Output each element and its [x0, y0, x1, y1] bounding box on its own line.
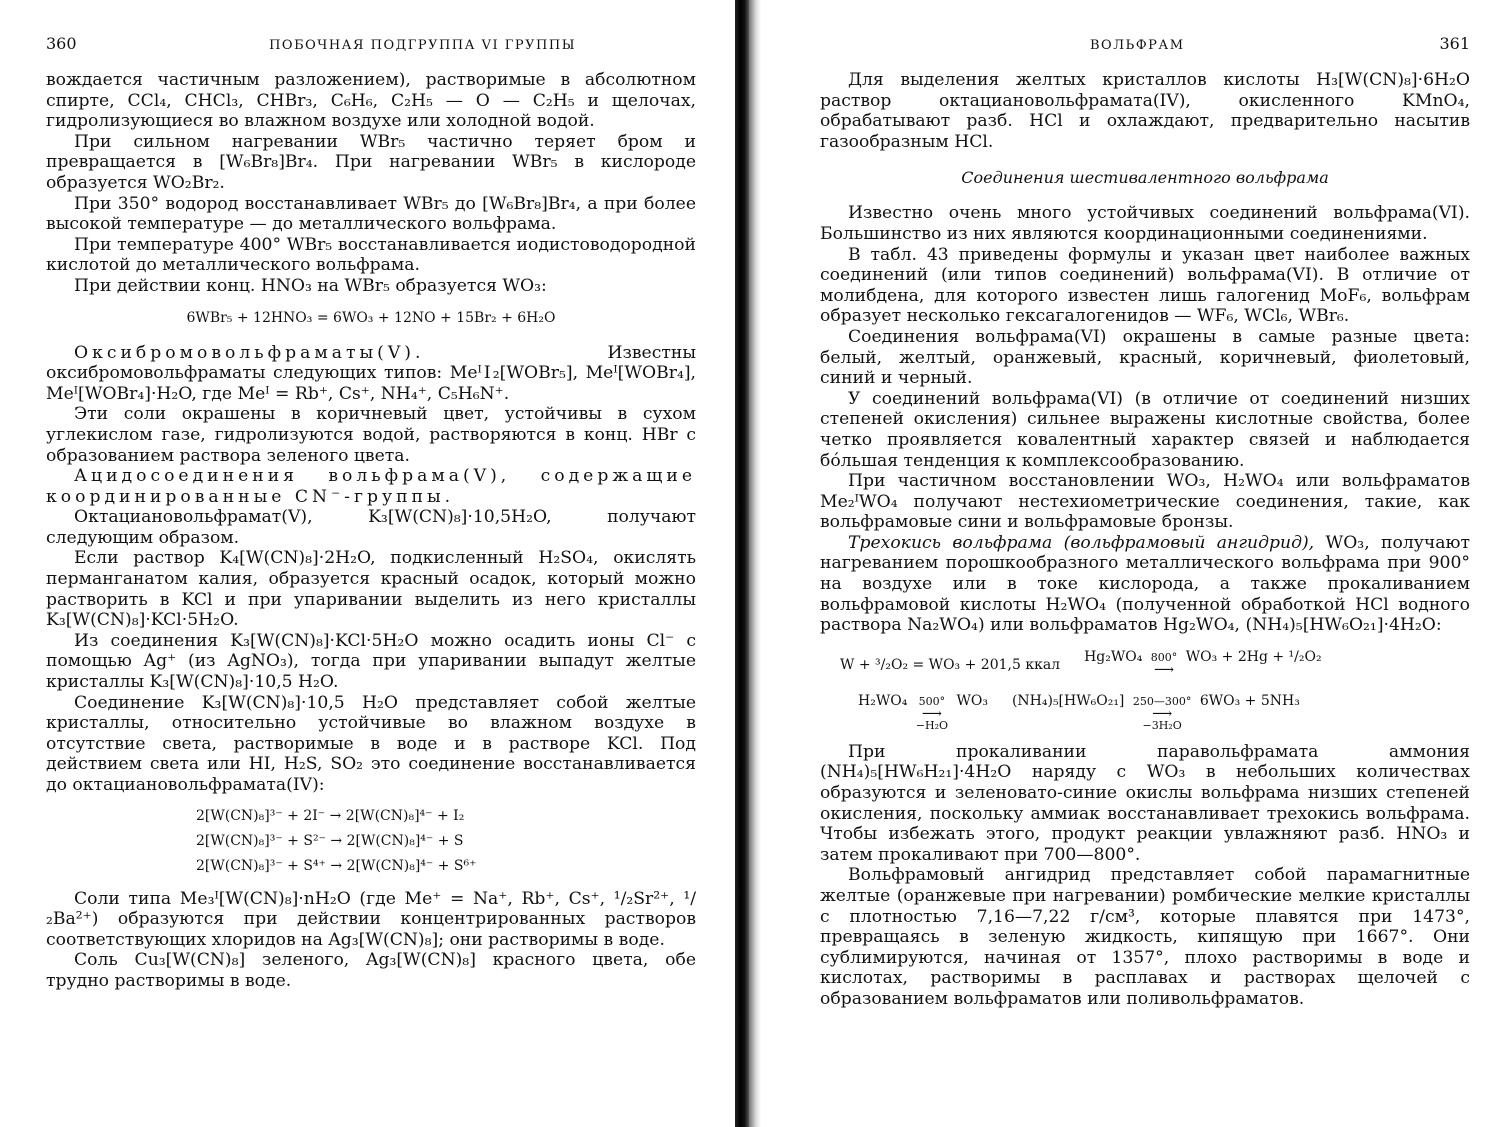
paragraph: Из соединения K₃[W(CN)₈]·KCl·5H₂O можно осадить ионы Cl⁻ с помощью Ag⁺ (из AgNO₃), тогда при упаривании выпадут желтые кристаллы K₃[W(CN)₈]·10,5 H₂O.	[46, 630, 696, 693]
product: WO₃ + 2Hg + ¹/₂O₂	[1185, 648, 1322, 665]
section-title: Соединения шестивалентного вольфрама	[961, 168, 1329, 188]
arrow-condition: −H₂O	[915, 718, 949, 732]
paragraph: Вольфрамовый ангидрид представляет собой парамагнитные желтые (оранжевые при нагревании) ромбические мелкие кристаллы с плотностью 7,16—7,22 г/см³, которые плавятся при 1473°, превращаясь в зеленую жидкость, кипящую при 1667°. Они сублимируются, начиная от 1357°, плохо растворимы в воде и кислотах, растворимы в расплавах и растворах щелочей с образованием вольфраматов или поливольфраматов.	[820, 865, 1470, 1009]
page-number: 361	[1439, 34, 1470, 53]
reaction	[858, 688, 988, 732]
paragraph: Известно очень много устойчивых соединений вольфрама(VI). Большинство из них являются координационными соединениями.	[820, 203, 1470, 244]
reactant: Hg₂WO₄	[1084, 648, 1143, 665]
right-page-header	[820, 34, 1470, 54]
reaction-arrow	[1133, 696, 1192, 732]
arrow-icon: ⟶	[921, 705, 942, 722]
arrow-condition: 250—300°	[1132, 694, 1192, 708]
paragraph: Соединения вольфрама(VI) окрашены в самые разные цвета: белый, желтый, оранжевый, красный, коричневый, фиолетовый, синий и черный.	[820, 326, 1470, 389]
reaction-block	[840, 644, 1470, 732]
paragraph: Для выделения желтых кристаллов кислоты H₃[W(CN)₈]·6H₂O раствор октациановольфрамата(IV), окисленного KMnO₄, обрабатывают разб. HCl и охлаждают, предварительно насытив газообразным HCl.	[820, 70, 1470, 152]
reaction-list	[46, 804, 696, 879]
reaction: 2[W(CN)₈]³⁻ + S⁴⁺ → 2[W(CN)₈]⁴⁻ + S⁶⁺	[196, 857, 477, 874]
arrow-condition: 500°	[918, 694, 946, 708]
paragraph: Соли типа Me₃ᴵ[W(CN)₈]·nH₂O (где Me⁺ = Na⁺, Rb⁺, Cs⁺, ¹/₂Sr²⁺, ¹/₂Ba²⁺) образуются при действии концентрированных растворов соответствующих хлоридов на Ag₃[W(CN)₈]; они растворимы в воде.	[46, 888, 696, 950]
paragraph: Если раствор K₄[W(CN)₈]·2H₂O, подкисленный H₂SO₄, окислять перманганатом калия, образуется красный осадок, который можно растворить в KCl и при упаривании выделить из него кристаллы K₃[W(CN)₈]·KCl·5H₂O.	[46, 548, 696, 631]
paragraph: Соль Cu₃[W(CN)₈] зеленого, Ag₃[W(CN)₈] красного цвета, обе трудно растворимы в воде.	[46, 950, 696, 991]
paragraph-text: Известны оксибромовольфраматы следующих типов: MeᴵⅠ₂[WOBr₅], Meᴵ[WOBr₄], Meᴵ[WOBr₄]·H₂O, где Meᴵ = Rb⁺, Cs⁺, NH₄⁺, C₅H₆N⁺.	[46, 342, 696, 404]
run-in-heading: Трехокись вольфрама (вольфрамовый ангидрид),	[848, 532, 1315, 553]
paragraph: При действии конц. HNO₃ на WBr₅ образуется WO₃:	[74, 275, 547, 296]
arrow-condition: 800°	[1150, 650, 1178, 664]
arrow-icon: ⟶	[1153, 661, 1175, 678]
paragraph: При частичном восстановлении WO₃, H₂WO₄ или вольфраматов Me₂ᴵWO₄ получают нестехиометрические соединения, такие, как вольфрамовые сини и вольфрамовые бронзы.	[820, 471, 1470, 533]
reactant: (NH₄)₅[HW₆O₂₁]	[1011, 692, 1125, 709]
paragraph: При температуре 400° WBr₅ восстанавливается иодистоводородной кислотой до металлического вольфрама.	[46, 234, 696, 276]
paragraph	[46, 343, 696, 405]
paragraph: При сильном нагревании WBr₅ частично теряет бром и превращается в [W₆Br₈]Br₄. При нагревании WBr₅ в кислороде образуется WO₂Br₂.	[46, 131, 696, 193]
reaction-row	[840, 644, 1470, 688]
reaction-row	[858, 688, 1470, 732]
arrow-spacer	[1162, 676, 1166, 688]
paragraph-text: WO₃, получают нагреванием порошкообразного металлического вольфрама при 900° на воздухе или в токе кислорода, а также прокаливанием вольфрамовой кислоты H₂WO₄ (полученной обработкой HCl водного раствора Na₂WO₄) или вольфраматов Hg₂WO₄, (NH₄)₅[HW₆O₂₁]·4H₂O:	[820, 532, 1470, 636]
product: 6WO₃ + 5NH₃	[1199, 692, 1300, 709]
paragraph: вождается частичным разложением), растворимые в абсолютном спирте, CCl₄, CHCl₃, CHBr₃, C₆H₆, C₂H₅ — O — C₂H₅ и щелочах, гидролизующиеся во влажном воздухе или холодной водой.	[46, 70, 696, 132]
run-in-heading: Ацидосоединения вольфрама(V), содержащие координированные CN⁻-группы.	[46, 466, 696, 507]
running-title: ВОЛЬФРАМ	[1090, 38, 1185, 53]
paragraph: Эти соли окрашены в коричневый цвет, устойчивы в сухом углекислом газе, гидролизуются водой, растворяются в конц. HBr с образованием раствора зеленого цвета.	[46, 404, 696, 466]
reaction: 2[W(CN)₈]³⁻ + S²⁻ → 2[W(CN)₈]⁴⁻ + S	[196, 832, 464, 849]
run-in-heading: Оксибромовольфраматы(V).	[74, 342, 425, 363]
formula: 6WBr₅ + 12HNO₃ = 6WO₃ + 12NO + 15Br₂ + 6H₂O	[186, 309, 556, 326]
reaction	[1012, 688, 1300, 732]
book-gutter-highlight	[749, 0, 761, 1127]
paragraph	[820, 533, 1470, 636]
right-page	[762, 0, 1504, 1127]
reaction-arrow	[1151, 652, 1178, 688]
reaction: W + ³/₂O₂ = WO₃ + 201,5 ккал	[840, 657, 1061, 674]
paragraph: При 350° водород восстанавливает WBr₅ до [W₆Br₈]Br₄, а при более высокой температуре — до металлического вольфрама.	[46, 193, 696, 235]
product: WO₃	[956, 692, 988, 709]
left-page-header	[46, 34, 696, 54]
reaction-arrow	[916, 696, 948, 732]
paragraph: В табл. 43 приведены формулы и указан цвет наиболее важных соединений (или типов соединений) вольфрама(VI). В отличие от молибдена, для которого известен лишь галогенид MoF₆, вольфрам образует несколько гексагалогенидов — WF₆, WCl₆, WBr₆.	[820, 244, 1470, 327]
running-title: ПОБОЧНАЯ ПОДГРУППА VI ГРУППЫ	[269, 38, 576, 53]
paragraph: Соединение K₃[W(CN)₈]·10,5 H₂O представляет собой желтые кристаллы, относительно устойчивые во влажном воздухе в отсутствие света, растворимые в воде и в растворе KCl. Под действием света или HI, H₂S, SO₂ это соединение восстанавливается до октациановольфрамата(IV):	[46, 692, 696, 795]
arrow-condition: −3H₂O	[1142, 718, 1182, 732]
reaction: 2[W(CN)₈]³⁻ + 2I⁻ → 2[W(CN)₈]⁴⁻ + I₂	[196, 807, 465, 824]
arrow-icon: ⟶	[1152, 705, 1173, 722]
reactant: H₂WO₄	[858, 692, 908, 709]
paragraph: У соединений вольфрама(VI) (в отличие от соединений низших степеней окисления) сильнее выражены кислотные свойства, более четко проявляется ковалентный характер связей и наблюдается бóльшая тенденция к комплексообразованию.	[820, 388, 1470, 471]
paragraph: Октациановольфрамат(V), K₃[W(CN)₈]·10,5H₂O, получают следующим образом.	[46, 507, 696, 548]
left-page	[0, 0, 740, 1127]
page-number: 360	[46, 34, 77, 53]
paragraph: При прокаливании паравольфрамата аммония (NH₄)₅[HW₆H₂₁]·4H₂O наряду с WO₃ в небольших количествах образуются и зеленовато-синие окислы вольфрама низших степеней окисления, поскольку аммиак восстанавливает трехокись вольфрама. Чтобы избежать этого, продукт реакции увлажняют разб. HNO₃ и затем прокаливают при 700—800°.	[820, 741, 1470, 865]
reaction	[1084, 644, 1322, 688]
